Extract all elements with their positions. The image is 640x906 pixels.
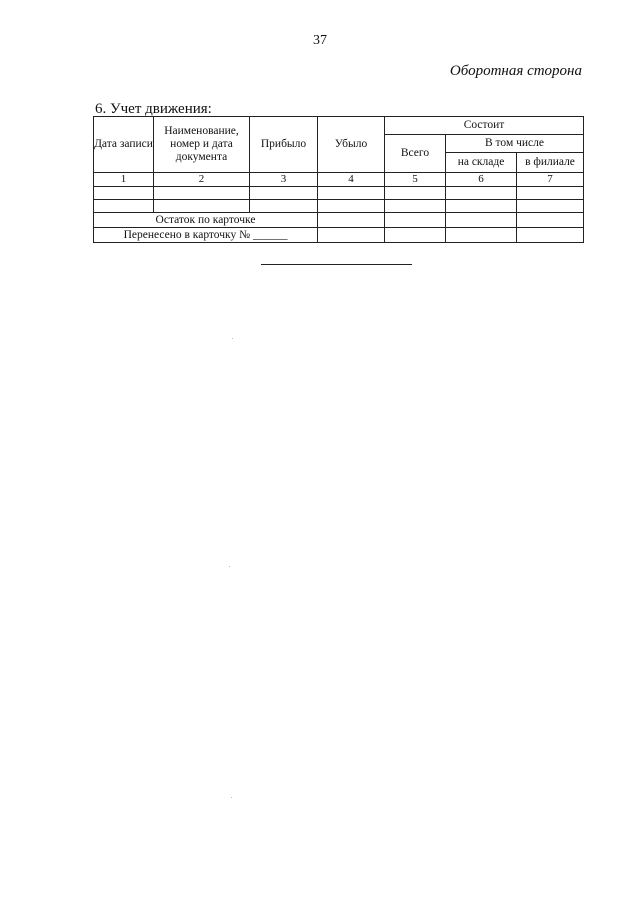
table-cell bbox=[446, 187, 517, 200]
balance-row bbox=[94, 213, 584, 228]
table-row bbox=[94, 200, 584, 213]
column-number-row bbox=[94, 173, 584, 187]
separator-line bbox=[261, 264, 412, 265]
header-total: Всего bbox=[385, 135, 446, 173]
table-cell bbox=[250, 200, 318, 213]
table-row bbox=[94, 187, 584, 200]
table-cell bbox=[250, 187, 318, 200]
header-departed: Убыло bbox=[318, 117, 385, 173]
header-document: Наименование, номер и дата документа bbox=[154, 117, 250, 173]
transferred-row bbox=[94, 228, 584, 243]
table-cell bbox=[154, 187, 250, 200]
scan-speck bbox=[229, 566, 230, 567]
table-cell bbox=[94, 187, 154, 200]
column-number: 4 bbox=[318, 173, 385, 187]
table-cell bbox=[385, 187, 446, 200]
page-number: 37 bbox=[313, 33, 327, 48]
movement-table bbox=[93, 116, 584, 243]
column-number: 5 bbox=[385, 173, 446, 187]
table-cell bbox=[385, 213, 446, 228]
header-stands: Состоит bbox=[385, 117, 584, 135]
header-including: В том числе bbox=[446, 135, 584, 153]
table-cell bbox=[517, 213, 584, 228]
section-heading: 6. Учет движения: bbox=[95, 101, 212, 117]
table-cell bbox=[385, 200, 446, 213]
scan-speck bbox=[232, 338, 233, 339]
balance-label: Остаток по карточке bbox=[94, 213, 318, 228]
table-cell bbox=[446, 228, 517, 243]
table-cell bbox=[446, 200, 517, 213]
table-cell bbox=[446, 213, 517, 228]
column-number: 2 bbox=[154, 173, 250, 187]
side-label: Оборотная сторона bbox=[449, 63, 582, 79]
table-cell bbox=[94, 200, 154, 213]
transferred-label-text: Перенесено в карточку № bbox=[123, 228, 251, 241]
scan-speck bbox=[231, 797, 232, 798]
column-number: 3 bbox=[250, 173, 318, 187]
column-number: 1 bbox=[94, 173, 154, 187]
header-warehouse: на складе bbox=[446, 153, 517, 173]
table-cell bbox=[154, 200, 250, 213]
table-cell bbox=[318, 228, 385, 243]
header-arrived: Прибыло bbox=[250, 117, 318, 173]
table-cell bbox=[517, 200, 584, 213]
header-branch: в филиале bbox=[517, 153, 584, 173]
column-number: 7 bbox=[517, 173, 584, 187]
table-cell bbox=[517, 187, 584, 200]
table-cell bbox=[318, 187, 385, 200]
transferred-label: Перенесено в карточку № ______ bbox=[94, 228, 318, 243]
table-cell bbox=[318, 213, 385, 228]
column-number: 6 bbox=[446, 173, 517, 187]
header-date: Дата записи bbox=[94, 117, 154, 173]
table-cell bbox=[517, 228, 584, 243]
table-cell bbox=[385, 228, 446, 243]
table-cell bbox=[318, 200, 385, 213]
